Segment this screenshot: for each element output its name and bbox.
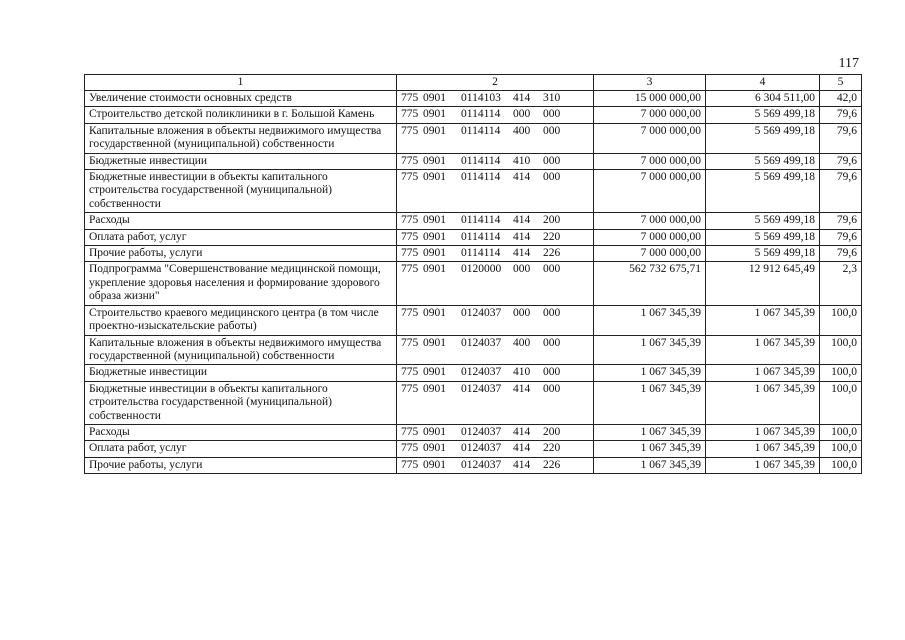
row-percent: 79,6 [820,123,862,153]
code-target-article: 0124037 [461,382,502,395]
row-name: Прочие работы, услуги [85,457,397,473]
code-section: 0901 [423,336,446,349]
table-row [85,424,862,440]
code-target-article: 0114103 [461,92,501,104]
code-expense-type: 414 [513,92,531,104]
row-percent: 100,0 [820,381,862,424]
code-section: 0901 [423,366,446,379]
row-budget-code [397,335,594,365]
row-planned-amount: 1 067 345,39 [594,335,706,365]
code-target-article: 0114114 [461,247,501,260]
table-row [85,246,862,262]
row-percent: 100,0 [820,441,862,457]
code-expense-type: 414 [513,230,531,243]
table-row [85,262,862,305]
row-budget-code [397,229,594,245]
row-budget-code [397,457,594,473]
code-kosgu: 000 [543,108,561,121]
code-section: 0901 [423,92,446,104]
header-col-3: 3 [594,75,706,91]
code-target-article: 0124037 [461,336,502,349]
code-section: 0901 [423,154,446,167]
row-name: Расходы [85,213,397,229]
code-administrator: 775 [401,306,419,319]
page-number: 117 [838,56,859,71]
row-actual-amount: 5 569 499,18 [706,123,820,153]
code-target-article: 0124037 [461,306,502,319]
code-expense-type: 414 [513,458,531,471]
row-budget-code [397,246,594,262]
code-administrator: 775 [401,263,419,276]
code-kosgu: 220 [543,442,561,455]
code-section: 0901 [423,382,446,395]
code-target-article: 0114114 [461,171,501,184]
row-planned-amount: 7 000 000,00 [594,123,706,153]
row-percent: 79,6 [820,170,862,213]
row-percent: 100,0 [820,335,862,365]
row-planned-amount: 7 000 000,00 [594,246,706,262]
code-kosgu: 000 [543,382,561,395]
code-expense-type: 414 [513,247,531,260]
code-administrator: 775 [401,108,419,121]
row-budget-code [397,170,594,213]
code-kosgu: 000 [543,124,561,137]
table-row [85,107,862,123]
code-administrator: 775 [401,425,419,438]
row-name: Прочие работы, услуги [85,246,397,262]
code-kosgu: 000 [543,366,561,379]
code-expense-type: 400 [513,336,531,349]
code-target-article: 0124037 [461,442,502,455]
row-budget-code [397,424,594,440]
row-budget-code [397,153,594,169]
row-budget-code [397,91,594,107]
code-administrator: 775 [401,171,419,184]
budget-execution-table [84,74,862,474]
row-percent: 100,0 [820,365,862,381]
row-planned-amount: 7 000 000,00 [594,170,706,213]
row-name: Капитальные вложения в объекты недвижимого имущества государственной (муниципальной) собственности [85,123,397,153]
code-expense-type: 414 [513,214,531,227]
code-expense-type: 414 [513,171,531,184]
code-section: 0901 [423,425,446,438]
code-administrator: 775 [401,92,419,104]
code-administrator: 775 [401,458,419,471]
row-planned-amount: 7 000 000,00 [594,213,706,229]
table-row [85,441,862,457]
code-expense-type: 000 [513,263,531,276]
row-actual-amount: 1 067 345,39 [706,305,820,335]
code-kosgu: 000 [543,263,561,276]
code-kosgu: 000 [543,154,561,167]
table-row [85,335,862,365]
row-actual-amount: 1 067 345,39 [706,381,820,424]
code-target-article: 0124037 [461,425,502,438]
row-actual-amount: 1 067 345,39 [706,365,820,381]
row-name: Строительство краевого медицинского центра (в том числе проектно-изыскательские работы) [85,305,397,335]
code-target-article: 0114114 [461,108,501,121]
code-section: 0901 [423,306,446,319]
code-administrator: 775 [401,442,419,455]
row-percent: 79,6 [820,213,862,229]
table-body [85,91,862,474]
row-budget-code [397,213,594,229]
code-section: 0901 [423,171,446,184]
row-actual-amount: 1 067 345,39 [706,335,820,365]
code-section: 0901 [423,108,446,121]
table-row [85,170,862,213]
row-planned-amount: 1 067 345,39 [594,441,706,457]
row-planned-amount: 1 067 345,39 [594,365,706,381]
row-actual-amount: 1 067 345,39 [706,441,820,457]
code-expense-type: 000 [513,108,531,121]
code-section: 0901 [423,247,446,260]
row-budget-code [397,381,594,424]
row-percent: 79,6 [820,246,862,262]
row-percent: 100,0 [820,424,862,440]
code-kosgu: 200 [543,214,561,227]
row-actual-amount: 12 912 645,49 [706,262,820,305]
row-actual-amount: 5 569 499,18 [706,213,820,229]
header-col-2: 2 [397,75,594,91]
row-actual-amount: 5 569 499,18 [706,170,820,213]
row-planned-amount: 1 067 345,39 [594,457,706,473]
code-section: 0901 [423,442,446,455]
code-kosgu: 000 [543,171,561,184]
row-percent: 100,0 [820,305,862,335]
code-section: 0901 [423,263,446,276]
row-name: Подпрограмма "Совершенствование медицинской помощи, укрепление здоровья населения и формирование здорового образа жизни" [85,262,397,305]
code-kosgu: 200 [543,425,561,438]
code-administrator: 775 [401,366,419,379]
row-name: Бюджетные инвестиции в объекты капитального строительства государственной (муниципальной) собственности [85,170,397,213]
code-target-article: 0114114 [461,154,501,167]
row-planned-amount: 1 067 345,39 [594,305,706,335]
row-percent: 79,6 [820,107,862,123]
code-kosgu: 000 [543,336,561,349]
row-budget-code [397,123,594,153]
row-budget-code [397,441,594,457]
row-actual-amount: 5 569 499,18 [706,153,820,169]
code-expense-type: 414 [513,442,531,455]
table-header-row [85,75,862,91]
row-name: Оплата работ, услуг [85,229,397,245]
row-budget-code [397,305,594,335]
code-administrator: 775 [401,336,419,349]
code-target-article: 0114114 [461,230,501,243]
row-planned-amount: 7 000 000,00 [594,153,706,169]
code-administrator: 775 [401,214,419,227]
code-section: 0901 [423,124,446,137]
code-section: 0901 [423,458,446,471]
code-section: 0901 [423,230,446,243]
row-name: Оплата работ, услуг [85,441,397,457]
row-actual-amount: 5 569 499,18 [706,107,820,123]
row-percent: 2,3 [820,262,862,305]
row-name: Строительство детской поликлиники в г. Большой Камень [85,107,397,123]
code-kosgu: 310 [543,92,561,104]
code-target-article: 0124037 [461,458,502,471]
table-row [85,123,862,153]
row-percent: 100,0 [820,457,862,473]
code-section: 0901 [423,214,446,227]
row-planned-amount: 15 000 000,00 [594,91,706,107]
row-planned-amount: 7 000 000,00 [594,107,706,123]
code-kosgu: 220 [543,230,561,243]
row-planned-amount: 562 732 675,71 [594,262,706,305]
table-row [85,381,862,424]
row-actual-amount: 5 569 499,18 [706,246,820,262]
code-target-article: 0114114 [461,124,501,137]
code-expense-type: 414 [513,382,531,395]
table-row [85,229,862,245]
row-name: Расходы [85,424,397,440]
row-budget-code [397,262,594,305]
row-percent: 79,6 [820,229,862,245]
code-expense-type: 410 [513,366,531,379]
row-name: Бюджетные инвестиции в объекты капитального строительства государственной (муниципальной) собственности [85,381,397,424]
code-expense-type: 410 [513,154,531,167]
code-administrator: 775 [401,230,419,243]
header-col-1: 1 [85,75,397,91]
code-administrator: 775 [401,124,419,137]
row-actual-amount: 1 067 345,39 [706,457,820,473]
row-actual-amount: 1 067 345,39 [706,424,820,440]
row-planned-amount: 7 000 000,00 [594,229,706,245]
table-row [85,213,862,229]
code-expense-type: 414 [513,425,531,438]
row-planned-amount: 1 067 345,39 [594,381,706,424]
code-target-article: 0114114 [461,214,501,227]
code-expense-type: 000 [513,306,531,319]
header-col-5: 5 [820,75,862,91]
row-actual-amount: 5 569 499,18 [706,229,820,245]
row-budget-code [397,365,594,381]
row-name: Бюджетные инвестиции [85,153,397,169]
code-target-article: 0124037 [461,366,502,379]
code-kosgu: 226 [543,247,561,260]
row-percent: 42,0 [820,91,862,107]
code-administrator: 775 [401,382,419,395]
row-budget-code [397,107,594,123]
table-row [85,91,862,107]
code-expense-type: 400 [513,124,531,137]
header-col-4: 4 [706,75,820,91]
code-kosgu: 000 [543,306,561,319]
table-row [85,457,862,473]
code-administrator: 775 [401,247,419,260]
code-kosgu: 226 [543,458,561,471]
table-row [85,305,862,335]
row-name: Увеличение стоимости основных средств [85,91,397,107]
code-target-article: 0120000 [461,263,502,276]
table-row [85,153,862,169]
table-row [85,365,862,381]
row-planned-amount: 1 067 345,39 [594,424,706,440]
row-percent: 79,6 [820,153,862,169]
row-actual-amount: 6 304 511,00 [706,91,820,107]
row-name: Капитальные вложения в объекты недвижимого имущества государственной (муниципальной) собственности [85,335,397,365]
row-name: Бюджетные инвестиции [85,365,397,381]
code-administrator: 775 [401,154,419,167]
